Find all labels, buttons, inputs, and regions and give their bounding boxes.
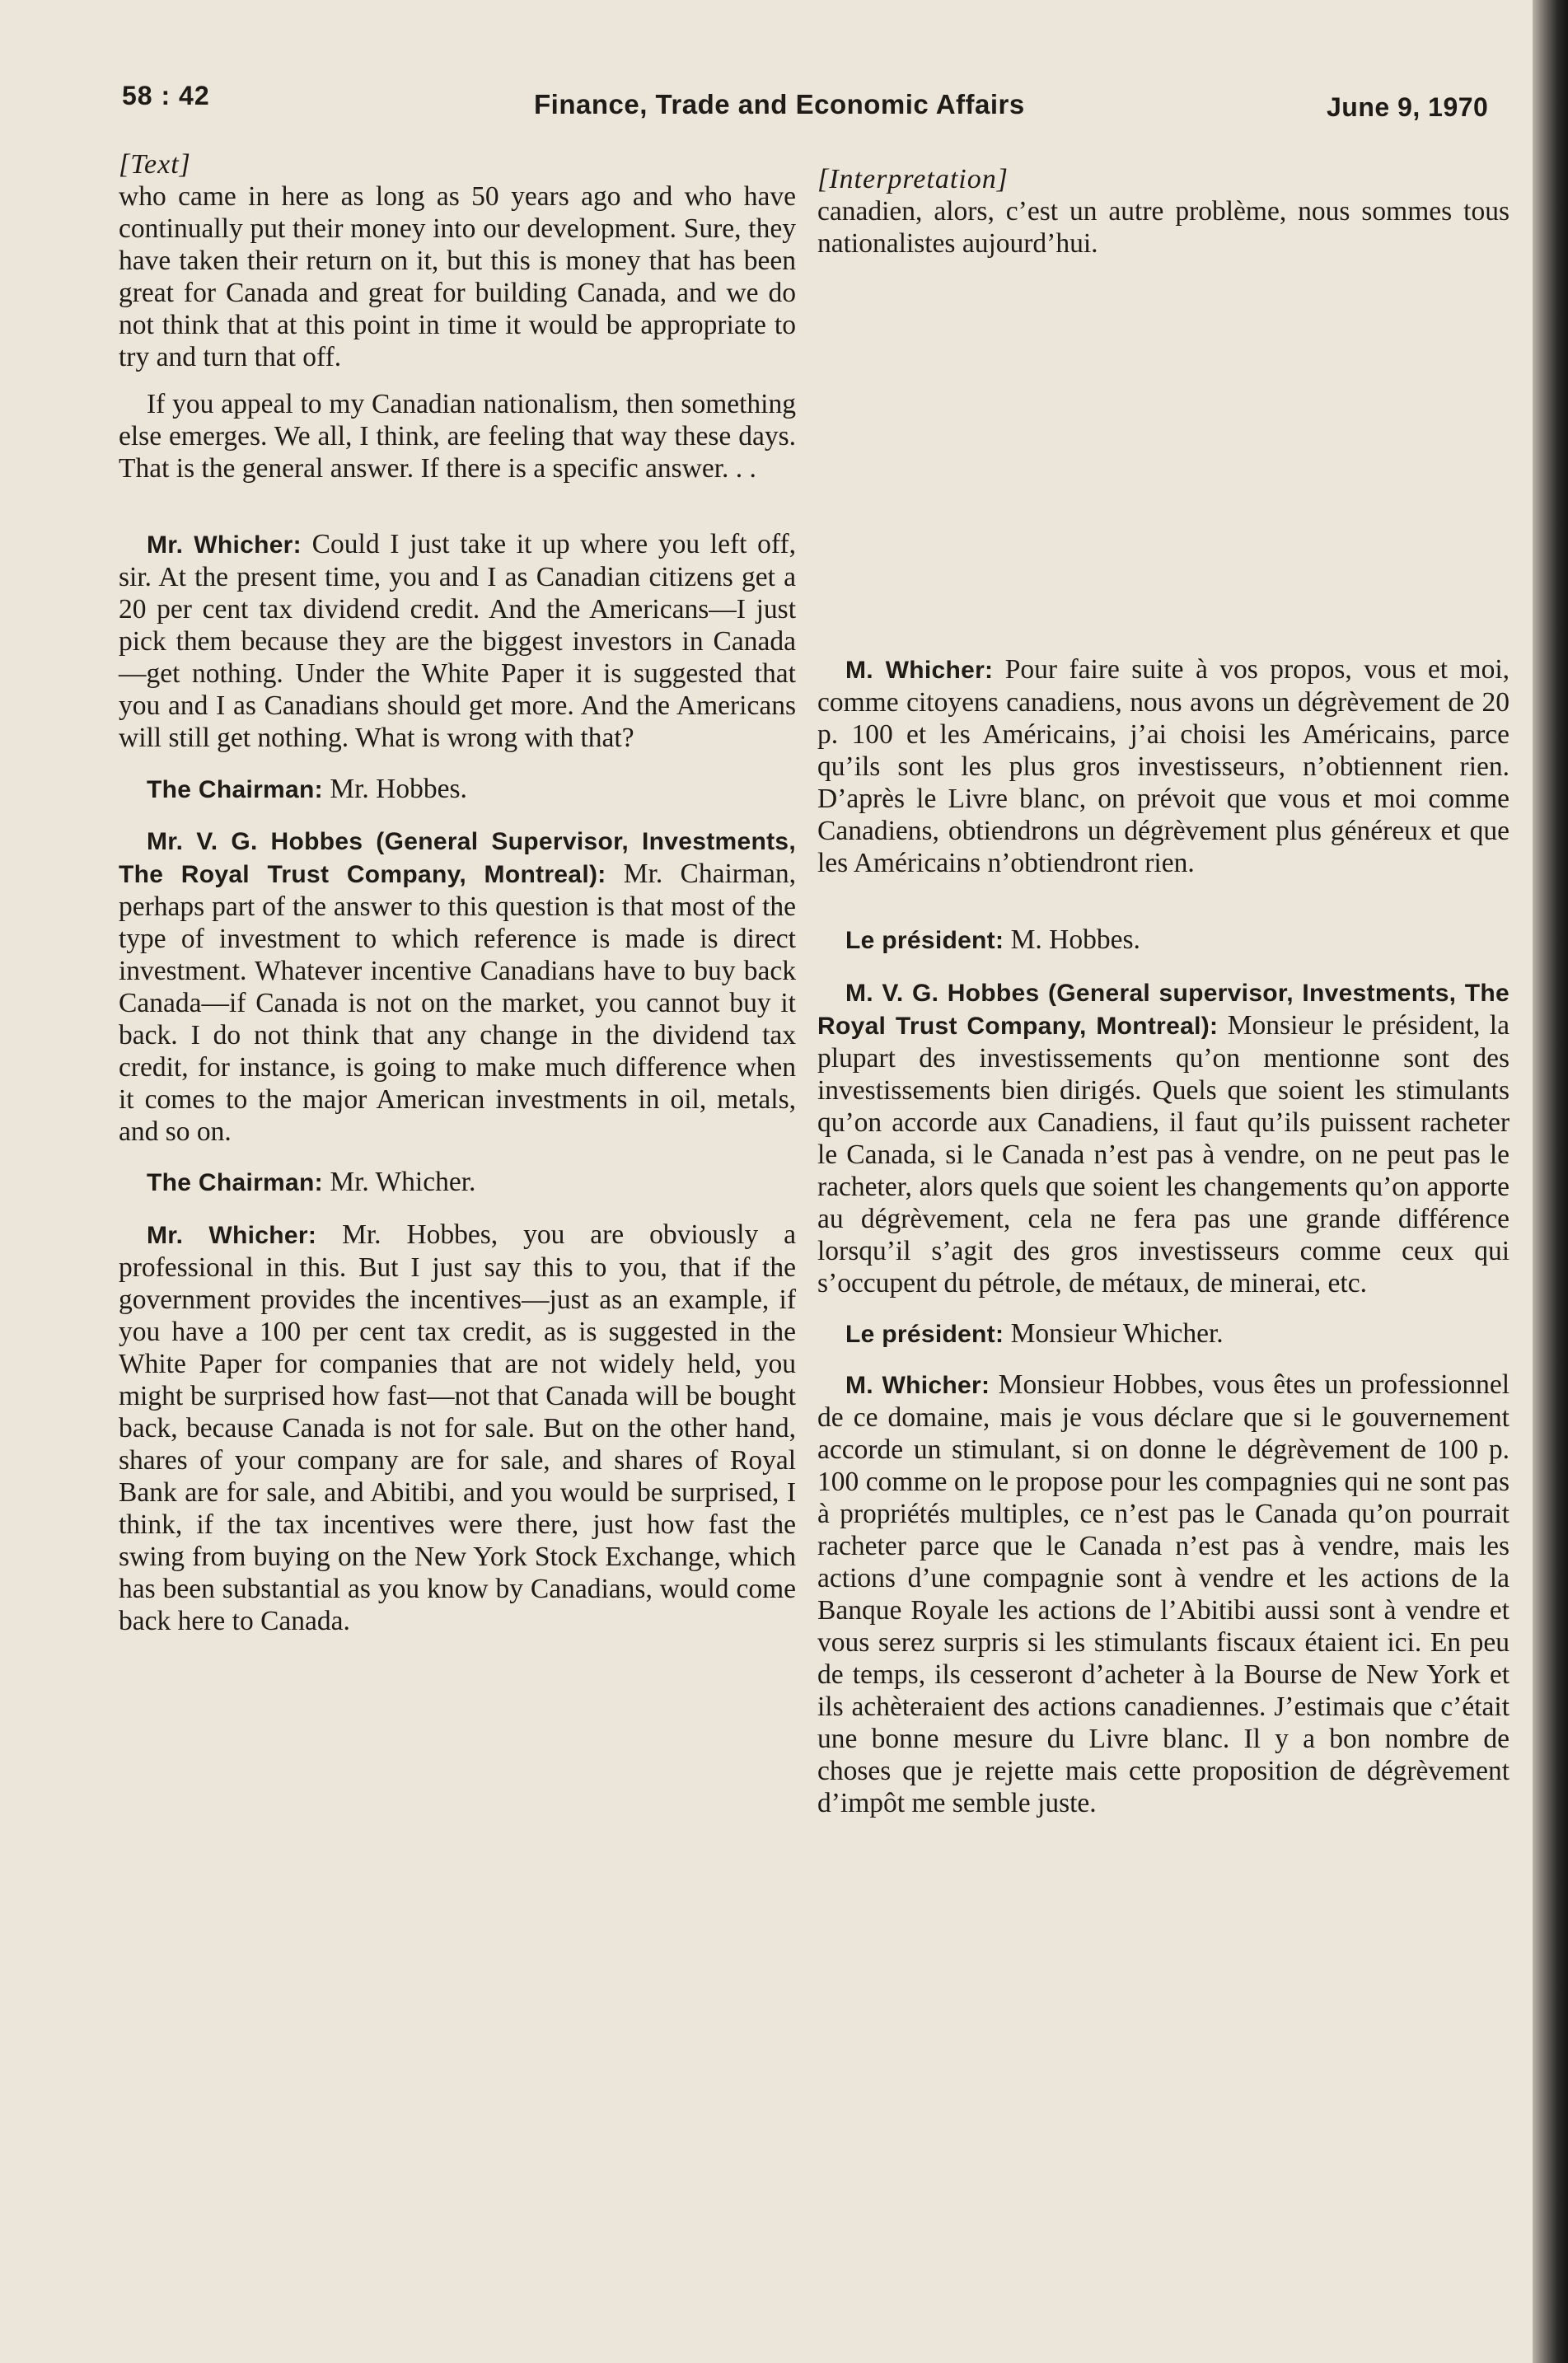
speaker-name: Mr. Whicher: [147, 531, 302, 559]
paragraph: who came in here as long as 50 years ago and who have continually put their money into our development. Sure, they have taken their return on it, but this is money that has been great for Canada and great for building Canada, and we do not think that at this point in time it would be appropriate to try and turn that off. [119, 181, 796, 372]
speech-text: M. Hobbes. [1010, 924, 1140, 955]
speaker-name: M. Whicher: [845, 1372, 990, 1399]
speech-hobbes [817, 976, 1509, 1299]
speech-chairman [817, 924, 1509, 957]
speech-whicher [119, 1219, 796, 1637]
column-label-interpretation: [Interpretation] [817, 164, 1009, 194]
book-spine-shadow [1533, 0, 1568, 2363]
speech-chairman [119, 1166, 796, 1199]
paragraph: canadien, alors, c’est un autre problème, nous sommes tous nationalistes aujourd’hui. [817, 196, 1509, 259]
speech-text: Monsieur Hobbes, vous êtes un professionnel de ce domaine, mais je vous déclare que si le gouvernement accorde un stimulant, si on donne le dégrèvement de 100 p. 100 comme on le propose pour les compagnies qui ne sont pas à propriétés multiples, ce n’est pas le Canada qu’on pourrait racheter parce que le Canada n’est pas à vendre, mais les actions d’une compagnie sont à vendre et les actions de la Banque Royale les actions de l’Abitibi aussi sont à vendre et vous serez surpris si les stimulants fiscaux étaient ici. En peu de temps, ils cesseront d’acheter à la Bourse de New York et ils achèteraient des actions canadiennes. J’estimais que c’était une bonne mesure du Livre blanc. Il y a bon nombre de choses que je rejette mais cette proposition de dégrèvement d’impôt me semble juste. [817, 1369, 1509, 1818]
speech-chairman [817, 1317, 1509, 1350]
publication-title: Finance, Trade and Economic Affairs [534, 89, 1025, 119]
speech-text: Monsieur Whicher. [1010, 1318, 1224, 1349]
speech-text: Mr. Chairman, perhaps part of the answer to this question is that most of the type of investment to which reference is made is direct investment. Whatever incentive Canadians have to buy back Canada—if Canada is not on the market, you cannot buy it back. I do not think that any change in the dividend tax credit, for instance, is going to make much difference when it comes to the major American investments in oil, metals, and so on. [119, 859, 797, 1147]
speaker-name: Le président: [845, 927, 1004, 954]
speaker-name: The Chairman: [147, 1169, 323, 1196]
column-label-text: [Text] [119, 149, 191, 180]
speaker-name: The Chairman: [147, 776, 323, 803]
speaker-name: Le président: [845, 1321, 1004, 1348]
speech-text: Mr. Whicher. [330, 1167, 476, 1197]
speaker-name: M. Whicher: [845, 657, 994, 684]
paragraph: If you appeal to my Canadian nationalism, then something else emerges. We all, I think, are feeling that way these days. That is the general answer. If there is a specific answer. . . [119, 389, 796, 484]
speaker-name: Mr. Whicher: [147, 1222, 317, 1249]
english-column [119, 148, 796, 1637]
speaker-name: M. V. G. Hobbes (General supervisor, Investments, The Royal Trust Company, Montreal): [817, 980, 1509, 1040]
speech-hobbes [119, 825, 796, 1148]
speech-text: Could I just take it up where you left off, sir. At the present time, you and I as Canadian citizens get a 20 per cent tax dividend credit. And the Americans—I just pick them because they are the biggest investors in Canada—get nothing. Under the White Paper it is suggested that you and I as Canadians should get more. And the Americans will still get nothing. What is wrong with that? [119, 529, 796, 753]
speech-chairman [119, 773, 796, 806]
page-number: 58 : 42 [122, 81, 210, 110]
speech-text: Mr. Hobbes. [330, 774, 467, 804]
speech-whicher [817, 653, 1509, 879]
speech-whicher [119, 528, 796, 754]
speech-whicher [817, 1369, 1509, 1819]
session-date: June 9, 1970 [1327, 92, 1489, 122]
french-column [817, 163, 1509, 1819]
speaker-name: Mr. V. G. Hobbes (General Supervisor, Investments, The Royal Trust Company, Montreal): [119, 828, 796, 888]
running-header [0, 81, 1533, 130]
speech-text: Pour faire suite à vos propos, vous et moi, comme citoyens canadiens, nous avons un dégrèvement de 20 p. 100 et les Américains, j’ai choisi les Américains, parce qu’ils sont les plus gros investisseurs, n’obtiennent rien. D’après le Livre blanc, on prévoit que vous et moi comme Canadiens, obtiendrons un dégrèvement plus généreux et que les Américains n’obtiendront rien. [817, 654, 1510, 878]
speech-text: Monsieur le président, la plupart des investissements qu’on mentionne sont des investissements bien dirigés. Quels que soient les stimulants qu’on accorde aux Canadiens, il faut qu’ils puissent racheter le Canada, si le Canada n’est pas à vendre, on ne peut pas le racheter, alors quels que soient les changements qu’on apporte au dégrèvement, cela ne fera pas une grande différence lorsqu’il s’agit des gros investisseurs comme ceux qui s’occupent du pétrole, de métaux, de minerai, etc. [817, 1010, 1509, 1298]
speech-text: Mr. Hobbes, you are obviously a professional in this. But I just say this to you, that if the government provides the incentives—just as an example, if you have a 100 per cent tax credit, as is suggested in the White Paper for companies that are not widely held, you might be surprised how fast—not that Canada will be bought back, because Canada is not for sale. But on the other hand, shares of your company are for sale, and shares of Royal Bank are for sale, and Abitibi, and you would be surprised, I think, if the tax incentives were there, just how fast the swing from buying on the New York Stock Exchange, which has been substantial as you know by Canadians, would come back here to Canada. [119, 1219, 796, 1636]
